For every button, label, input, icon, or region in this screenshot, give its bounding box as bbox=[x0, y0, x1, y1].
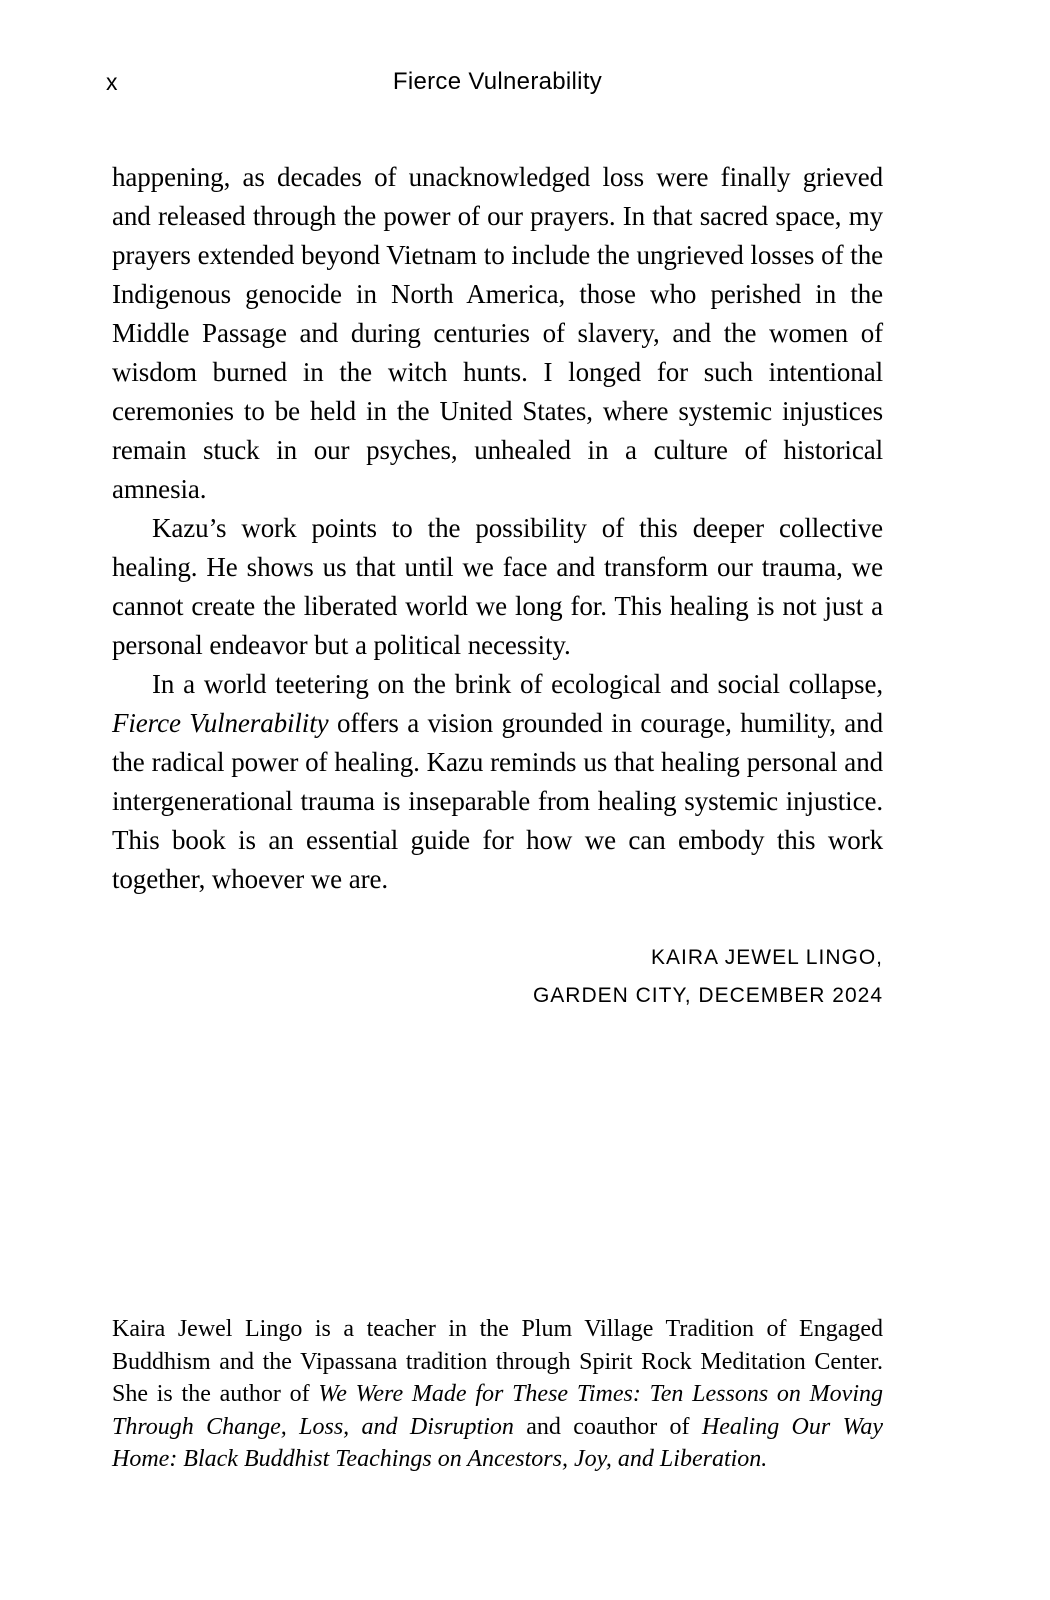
body-paragraph: In a world teetering on the brink of ecological and social collapse, Fierce Vulnerability offers a vision grounded in courage, humility, and the radical power of healing. Kazu reminds us that healing personal and intergenerational trauma is inseparable from healing systemic injustice. This book is an essential guide for how we can embody this work together, whoever we are. bbox=[112, 669, 883, 894]
running-head-row bbox=[106, 68, 883, 96]
running-head-title: Fierce Vulnerability bbox=[392, 68, 603, 95]
signature-author-name: KAIRA JEWEL LINGO, bbox=[651, 946, 883, 969]
body-paragraph: Kazu’s work points to the possibility of this deeper collective healing. He shows us that until we face and transform our trauma, we cannot create the liberated world we long for. This healing is not just a personal endeavor but a political necessity. bbox=[112, 513, 883, 660]
signature-place-date: GARDEN CITY, DECEMBER 2024 bbox=[532, 984, 883, 1007]
author-bio-note: Kaira Jewel Lingo is a teacher in the Plum Village Tradition of Engaged Buddhism and the Vipassana tradition through Spirit Rock Meditation Center. She is the author of We Were Made for These Times: Ten Lessons on Moving Through Change, Loss, and Disruption and coauthor of Healing Our Way Home: Black Buddhist Teachings on Ancestors, Joy, and Liberation. bbox=[112, 1316, 884, 1472]
body-paragraph: happening, as decades of unacknowledged loss were finally grieved and released through the power of our prayers. In that sacred space, my prayers extended beyond Vietnam to include the ungrieved losses of the Indigenous genocide in North America, those who perished in the Middle Passage and during centuries of slavery, and the women of wisdom burned in the witch hunts. I longed for such intentional ceremonies to be held in the United States, where systemic injustices remain stuck in our psyches, unhealed in a culture of historical amnesia. bbox=[112, 162, 883, 504]
page-number-folio: x bbox=[106, 69, 118, 95]
foreword-body-text bbox=[112, 158, 883, 899]
signature-block bbox=[533, 939, 883, 1015]
